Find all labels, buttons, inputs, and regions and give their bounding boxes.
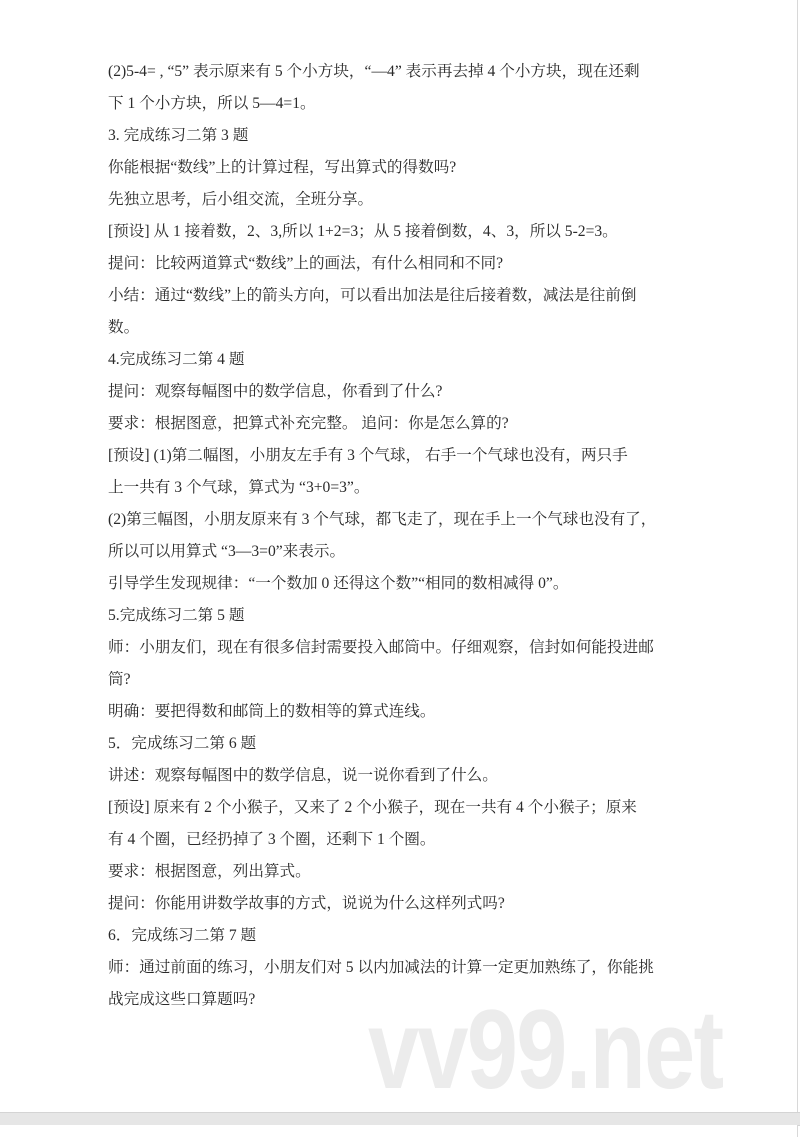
page-separator — [0, 1112, 800, 1126]
text-line: 筒? — [108, 671, 131, 688]
text-line: 5．完成练习二第 6 题 — [108, 735, 257, 752]
text-line: 要求：根据图意，列出算式。 — [108, 863, 311, 880]
text-line: 先独立思考，后小组交流，全班分享。 — [108, 191, 374, 208]
page-text — [108, 56, 708, 1016]
text-line: 战完成这些口算题吗? — [108, 991, 256, 1008]
text-line: 数。 — [108, 319, 140, 336]
text-line: 引导学生发现规律：“一个数加 0 还得这个数”“相同的数相减得 0”。 — [108, 575, 569, 592]
text-line: 师：小朋友们，现在有很多信封需要投入邮筒中。仔细观察，信封如何能投进邮 — [108, 639, 654, 656]
text-line: 所以可以用算式 “3—3=0”来表示。 — [108, 543, 346, 560]
text-line: 提问：比较两道算式“数线”上的画法，有什么相同和不同? — [108, 255, 504, 272]
text-line: 5.完成练习二第 5 题 — [108, 607, 245, 624]
text-line: 6．完成练习二第 7 题 — [108, 927, 257, 944]
watermark: vv99.net — [368, 987, 723, 1112]
text-line: 有 4 个圈，已经扔掉了 3 个圈，还剩下 1 个圈。 — [108, 831, 436, 848]
next-page — [0, 1125, 798, 1137]
text-line: (2)第三幅图，小朋友原来有 3 个气球，都飞走了，现在手上一个气球也没有了， — [108, 511, 657, 528]
text-line: 上一共有 3 个气球，算式为 “3+0=3”。 — [108, 479, 370, 496]
text-line: [预设] (1)第二幅图，小朋友左手有 3 个气球， 右手一个气球也没有，两只手 — [108, 447, 628, 464]
text-line: 师：通过前面的练习，小朋友们对 5 以内加减法的计算一定更加熟练了，你能挑 — [108, 959, 654, 976]
text-line: 提问：你能用讲数学故事的方式，说说为什么这样列式吗? — [108, 895, 505, 912]
text-line: 下 1 个小方块，所以 5—4=1。 — [108, 95, 316, 112]
text-line: 要求：根据图意，把算式补充完整。 追问：你是怎么算的? — [108, 415, 509, 432]
text-line: 提问：观察每幅图中的数学信息，你看到了什么? — [108, 383, 443, 400]
text-line: 小结：通过“数线”上的箭头方向，可以看出加法是往后接着数，减法是往前倒 — [108, 287, 637, 304]
text-line: 4.完成练习二第 4 题 — [108, 351, 245, 368]
text-line: 明确：要把得数和邮筒上的数相等的算式连线。 — [108, 703, 436, 720]
text-line: [预设] 原来有 2 个小猴子，又来了 2 个小猴子，现在一共有 4 个小猴子；原来 — [108, 799, 637, 816]
text-line: 3. 完成练习二第 3 题 — [108, 127, 249, 144]
text-line: 讲述：观察每幅图中的数学信息，说一说你看到了什么。 — [108, 767, 498, 784]
text-line: [预设] 从 1 接着数，2、3,所以 1+2=3；从 5 接着倒数，4、3，所以 5-2=3。 — [108, 223, 618, 240]
text-line: 你能根据“数线”上的计算过程，写出算式的得数吗? — [108, 159, 457, 176]
text-line: (2)5-4= , “5” 表示原来有 5 个小方块，“—4” 表示再去掉 4 个小方块，现在还剩 — [108, 63, 640, 80]
